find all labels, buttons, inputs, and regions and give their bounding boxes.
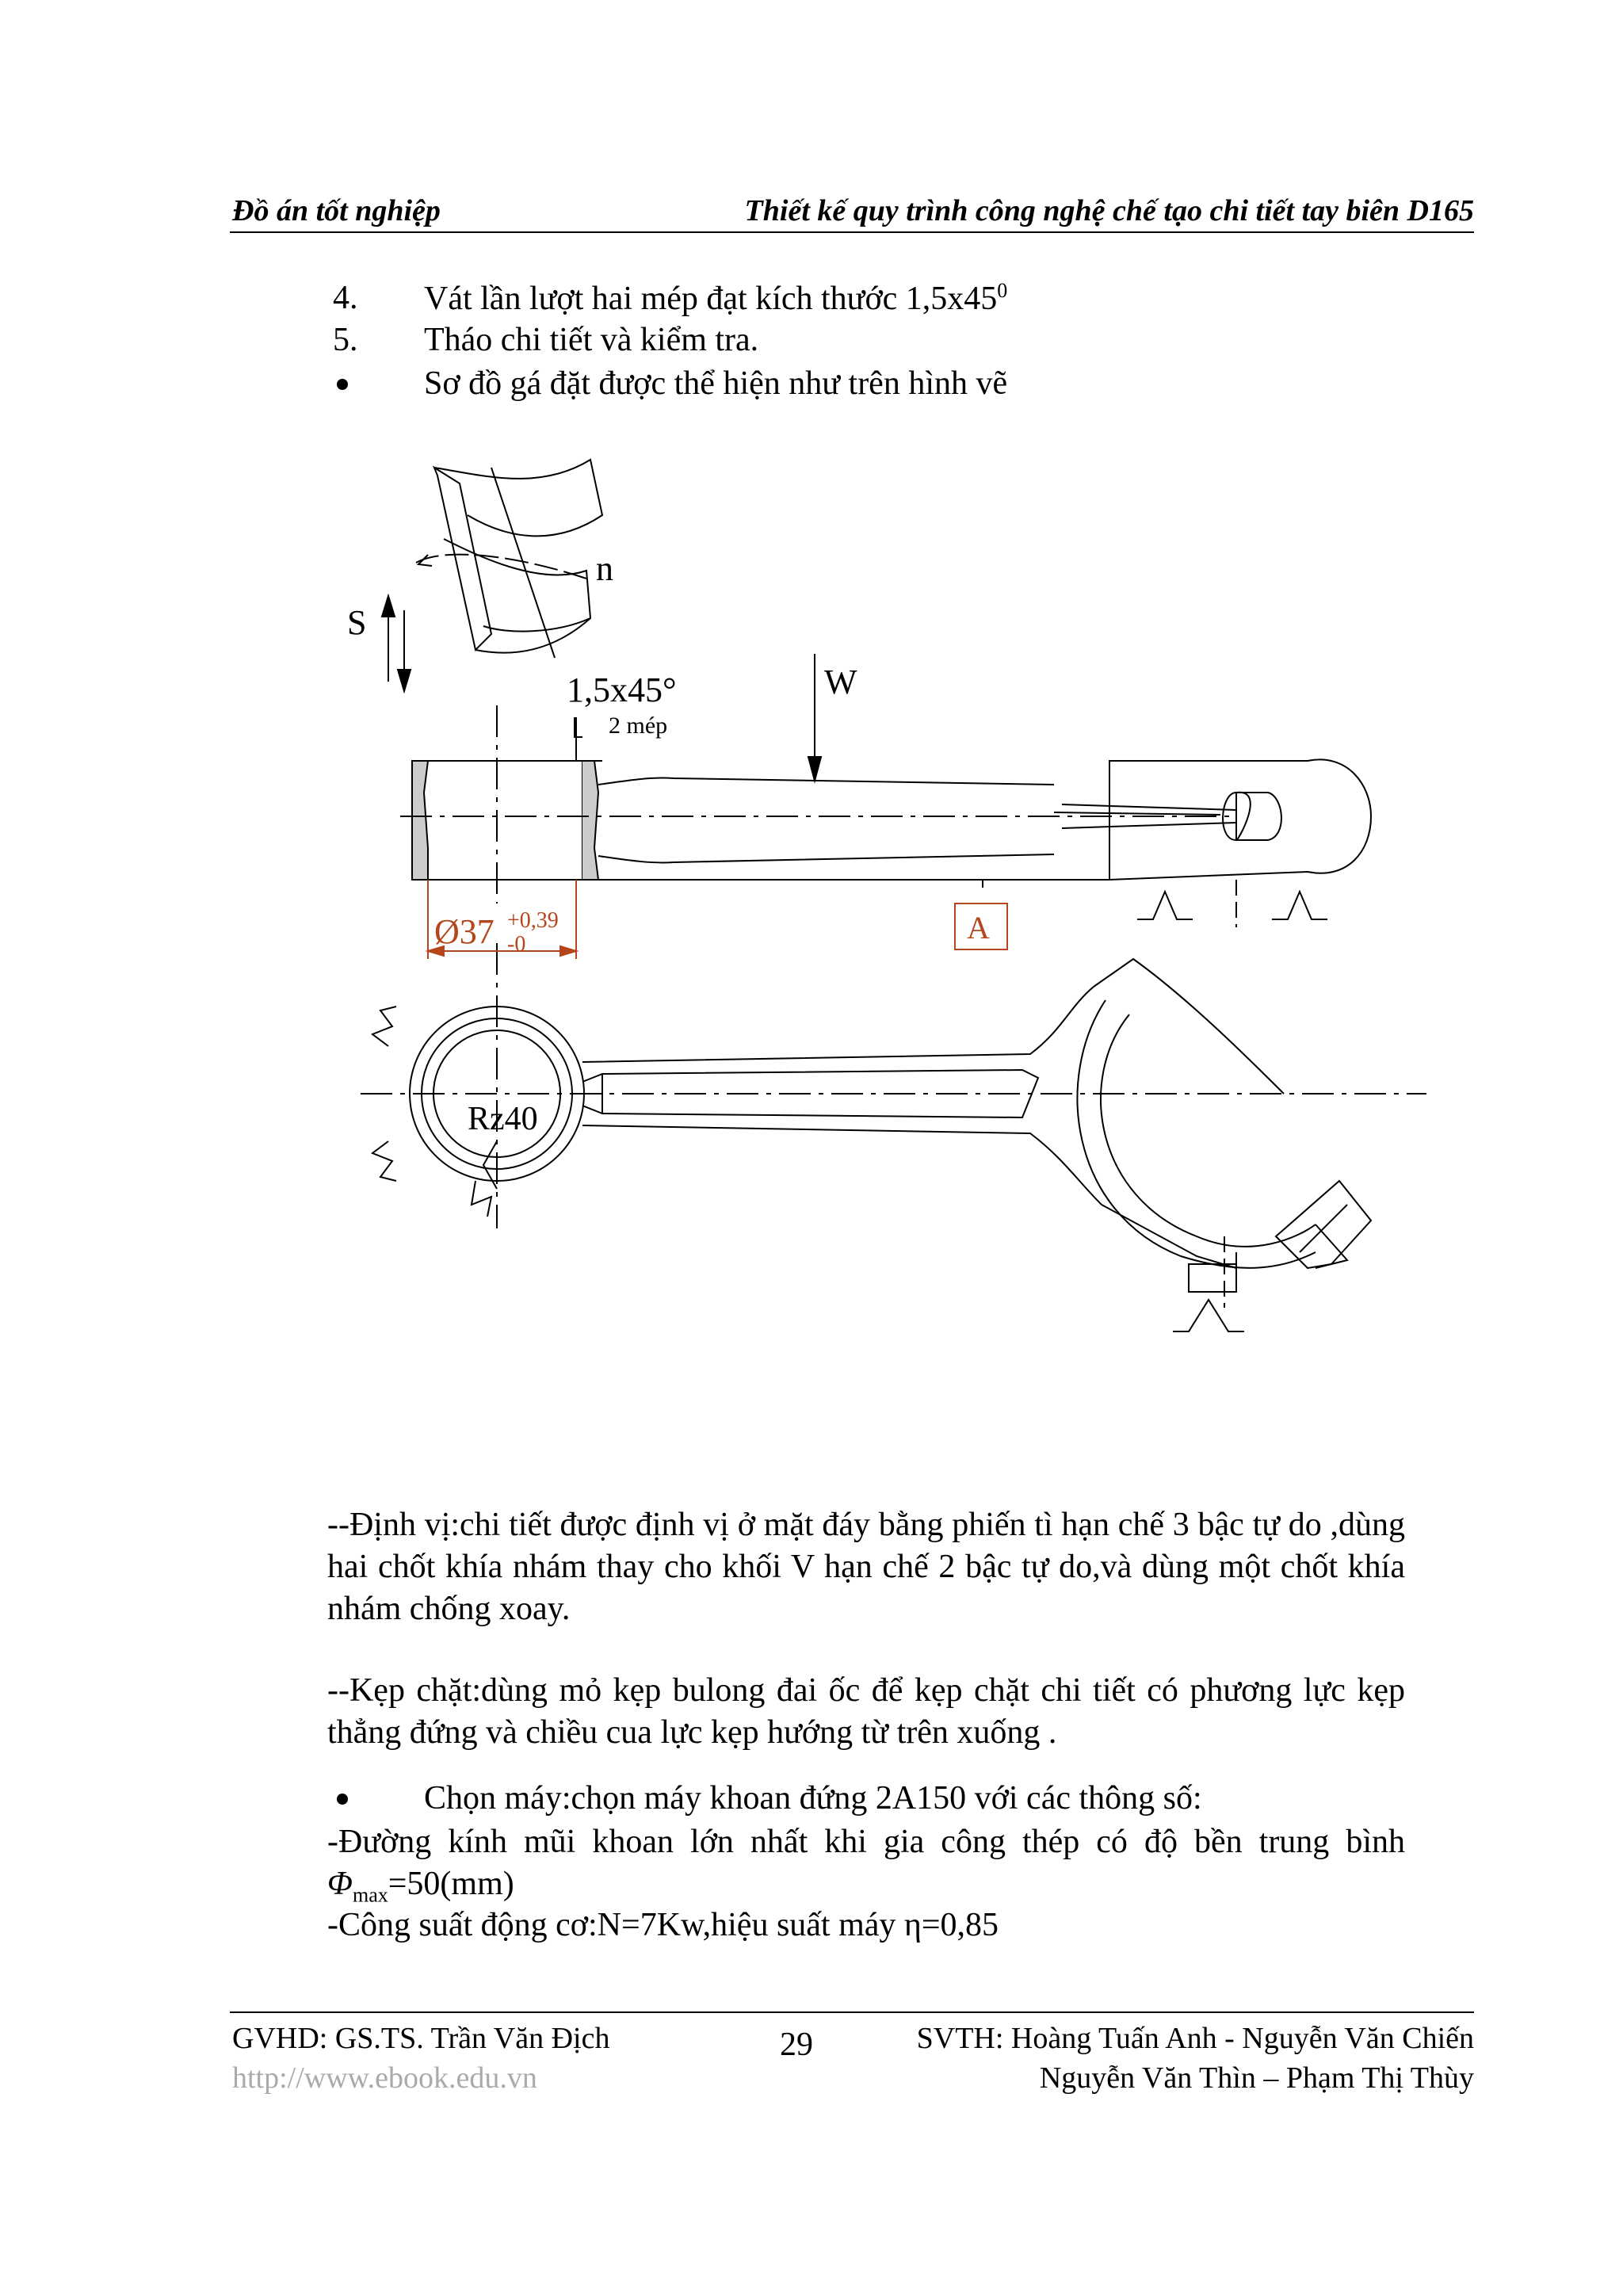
connecting-rod-side-view (400, 705, 1371, 927)
machine-spec-2: -Công suất động cơ:N=7Kw,hiệu suất máy η=0,85 (327, 1907, 999, 1943)
datum-label: A (967, 910, 990, 946)
chamfer-note: 2 mép (609, 712, 668, 739)
header-left: Đồ án tốt nghiệp (232, 194, 441, 227)
degree-superscript: 0 (997, 279, 1008, 302)
rotation-label: n (596, 549, 613, 588)
paragraph-locating: --Định vị:chi tiết được định vị ở mặt đáy bằng phiến tì hạn chế 3 bậc tự do ,dùng hai chốt khía nhám thay cho khối V hạn chế 2 bậc tự do,và dùng một chốt khía nhám chống xoay. (327, 1507, 1405, 1627)
footer-supervisor: GVHD: GS.TS. Trần Văn Địch (232, 2022, 610, 2055)
machine-spec-1: -Đường kính mũi khoan lớn nhất khi gia công thép có độ bền trung bình $\Phi_{max}=50(mm)$ (327, 1824, 1405, 1907)
feed-arrow-icon (382, 596, 411, 691)
chamfer-label: 1,5x45° (567, 670, 677, 709)
footer-students-2: Nguyễn Văn Thìn – Phạm Thị Thùy (1039, 2061, 1474, 2095)
tolerance-lower: -0 (507, 932, 526, 957)
clamp-force-arrow-icon (808, 654, 821, 781)
tolerance-upper: +0,39 (507, 908, 559, 933)
footer-students-1: SVTH: Hoàng Tuấn Anh - Nguyễn Văn Chiến (916, 2022, 1474, 2055)
bullet-icon (337, 1794, 348, 1805)
paragraph-clamping: --Kẹp chặt:dùng mỏ kẹp bulong đai ốc để kẹp chặt chi tiết có phương lực kẹp thẳng đứng và chiều cua lực kẹp hướng từ trên xuống . (327, 1672, 1405, 1751)
footer-url[interactable]: http://www.ebook.edu.vn (232, 2061, 537, 2095)
drill-bit-icon (416, 460, 602, 658)
diameter-label: Ø37 (434, 912, 495, 951)
step-number: 4. (333, 280, 358, 316)
phi-symbol: Φ (327, 1866, 353, 1902)
footer-rule (230, 2011, 1474, 2013)
phi-subscript: max (352, 1883, 388, 1907)
step-number: 5. (333, 322, 358, 358)
force-label: W (824, 663, 857, 701)
roughness-label: Rz40 (468, 1101, 538, 1137)
header-right: Thiết kế quy trình công nghệ chế tạo chi tiết tay biên D165 (744, 194, 1474, 227)
step-text: Tháo chi tiết và kiểm tra. (424, 322, 759, 358)
bullet-text: Chọn máy:chọn máy khoan đứng 2A150 với các thông số: (424, 1780, 1202, 1817)
step-text: Vát lần lượt hai mép đạt kích thước $1,5x45^0$ (424, 279, 1008, 317)
feed-label: S (347, 603, 367, 642)
connecting-rod-top-view (361, 943, 1426, 1331)
page-number: 29 (780, 2027, 813, 2063)
bullet-text: Sơ đồ gá đặt được thể hiện như trên hình vẽ (424, 365, 1008, 402)
